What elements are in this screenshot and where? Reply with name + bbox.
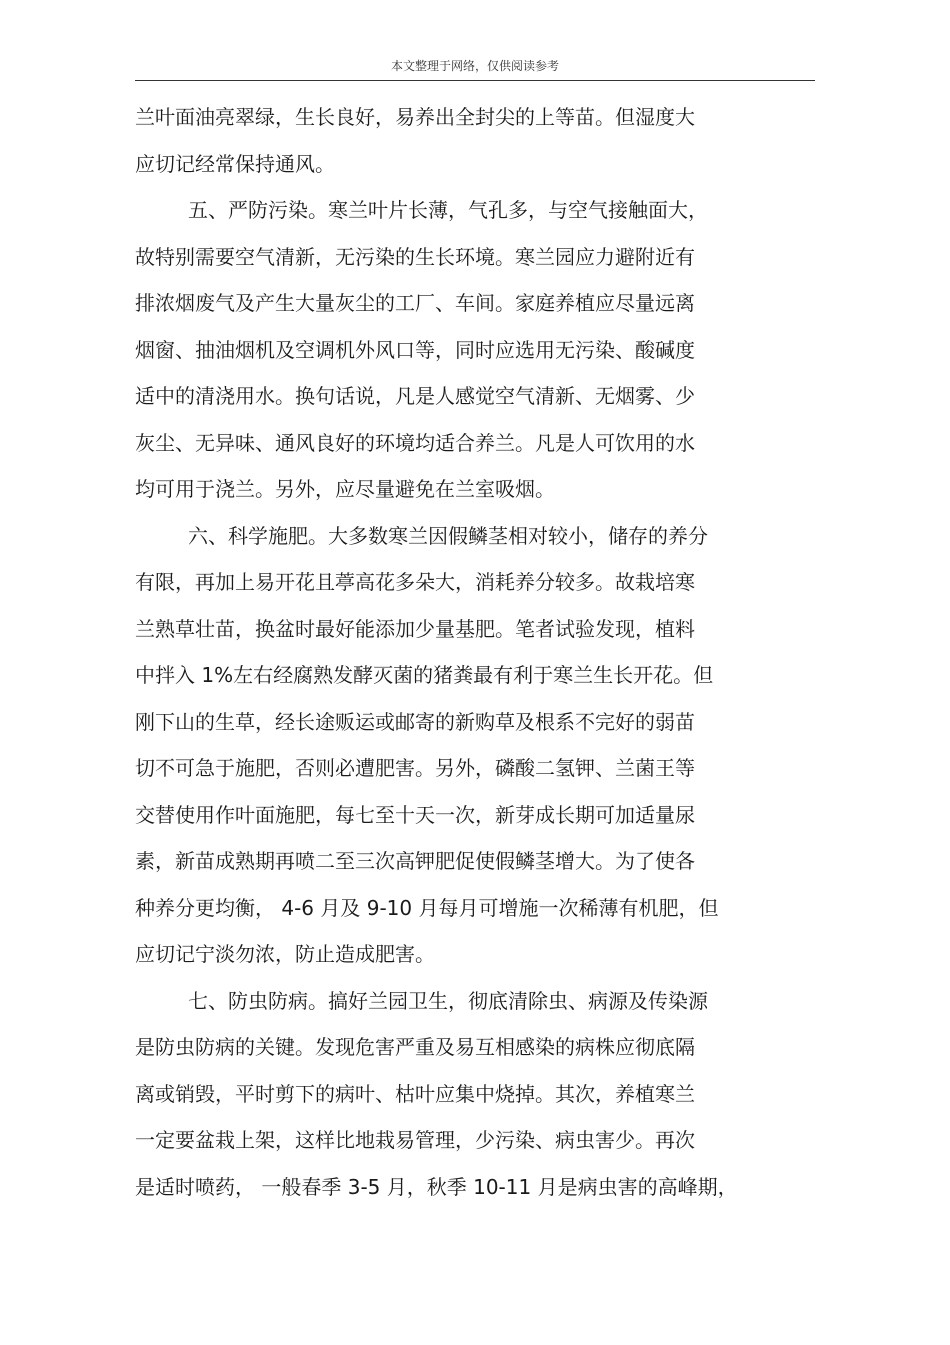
text-line: 均可用于浇兰。另外，应尽量避免在兰室吸烟。 — [135, 477, 555, 501]
text-line: 交替使用作叶面施肥，每七至十天一次，新芽成长期可加适量尿 — [135, 802, 695, 827]
text-line: 刚下山的生草，经长途贩运或邮寄的新购草及根系不完好的弱苗 — [135, 709, 695, 734]
text-line: 烟窗、抽油烟机及空调机外风口等，同时应选用无污染、酸碱度 — [135, 337, 695, 362]
text-line: 切不可急于施肥，否则必遭肥害。另外，磷酸二氢钾、兰菌王等 — [135, 756, 695, 780]
text-line: 兰叶面油亮翠绿，生长良好，易养出全封尖的上等苗。但湿度大 — [135, 105, 695, 129]
text-line: 排浓烟废气及产生大量灰尘的工厂、车间。家庭养植应尽量远离 — [135, 291, 695, 315]
text-line: 是防虫防病的关键。发现危害严重及易互相感染的病株应彻底隔 — [135, 1035, 695, 1059]
header-divider — [135, 80, 815, 81]
text-line: 兰熟草壮苗，换盆时最好能添加少量基肥。笔者试验发现，植料 — [135, 616, 695, 641]
text-line: 应切记经常保持通风。 — [135, 151, 335, 176]
text-line: 六、科学施肥。大多数寒兰因假鳞茎相对较小，储存的养分 — [188, 523, 708, 548]
text-line: 中拌入 1%左右经腐熟发酵灭菌的猪粪最有利于寒兰生长开花。但 — [135, 663, 714, 687]
text-line: 应切记宁淡勿浓，防止造成肥害。 — [135, 942, 435, 966]
text-line: 故特别需要空气清新，无污染的生长环境。寒兰园应力避附近有 — [135, 244, 695, 269]
text-line: 离或销毁，平时剪下的病叶、枯叶应集中烧掉。其次，养植寒兰 — [135, 1081, 695, 1106]
text-line: 有限，再加上易开花且葶高花多朵大，消耗养分较多。故栽培寒 — [135, 570, 695, 594]
text-line: 适中的清浇用水。换句话说，凡是人感觉空气清新、无烟雾、少 — [135, 384, 695, 408]
text-line: 灰尘、无异味、通风良好的环境均适合养兰。凡是人可饮用的水 — [135, 430, 695, 455]
text-line: 七、防虫防病。搞好兰园卫生，彻底清除虫、病源及传染源 — [188, 988, 708, 1013]
text-line: 种养分更均衡， 4-6 月及 9-10 月每月可增施一次稀薄有机肥，但 — [135, 895, 719, 920]
text-line: 素，新苗成熟期再喷二至三次高钾肥促使假鳞茎增大。为了使各 — [135, 849, 695, 873]
text-line: 是适时喷药， 一般春季 3-5 月，秋季 10-11 月是病虫害的高峰期， — [135, 1174, 738, 1199]
text-line: 一定要盆栽上架，这样比地栽易管理，少污染、病虫害少。再次 — [135, 1128, 695, 1152]
page-header: 本文整理于网络，仅供阅读参考 — [390, 59, 559, 73]
text-line: 五、严防污染。寒兰叶片长薄，气孔多，与空气接触面大， — [188, 198, 708, 222]
